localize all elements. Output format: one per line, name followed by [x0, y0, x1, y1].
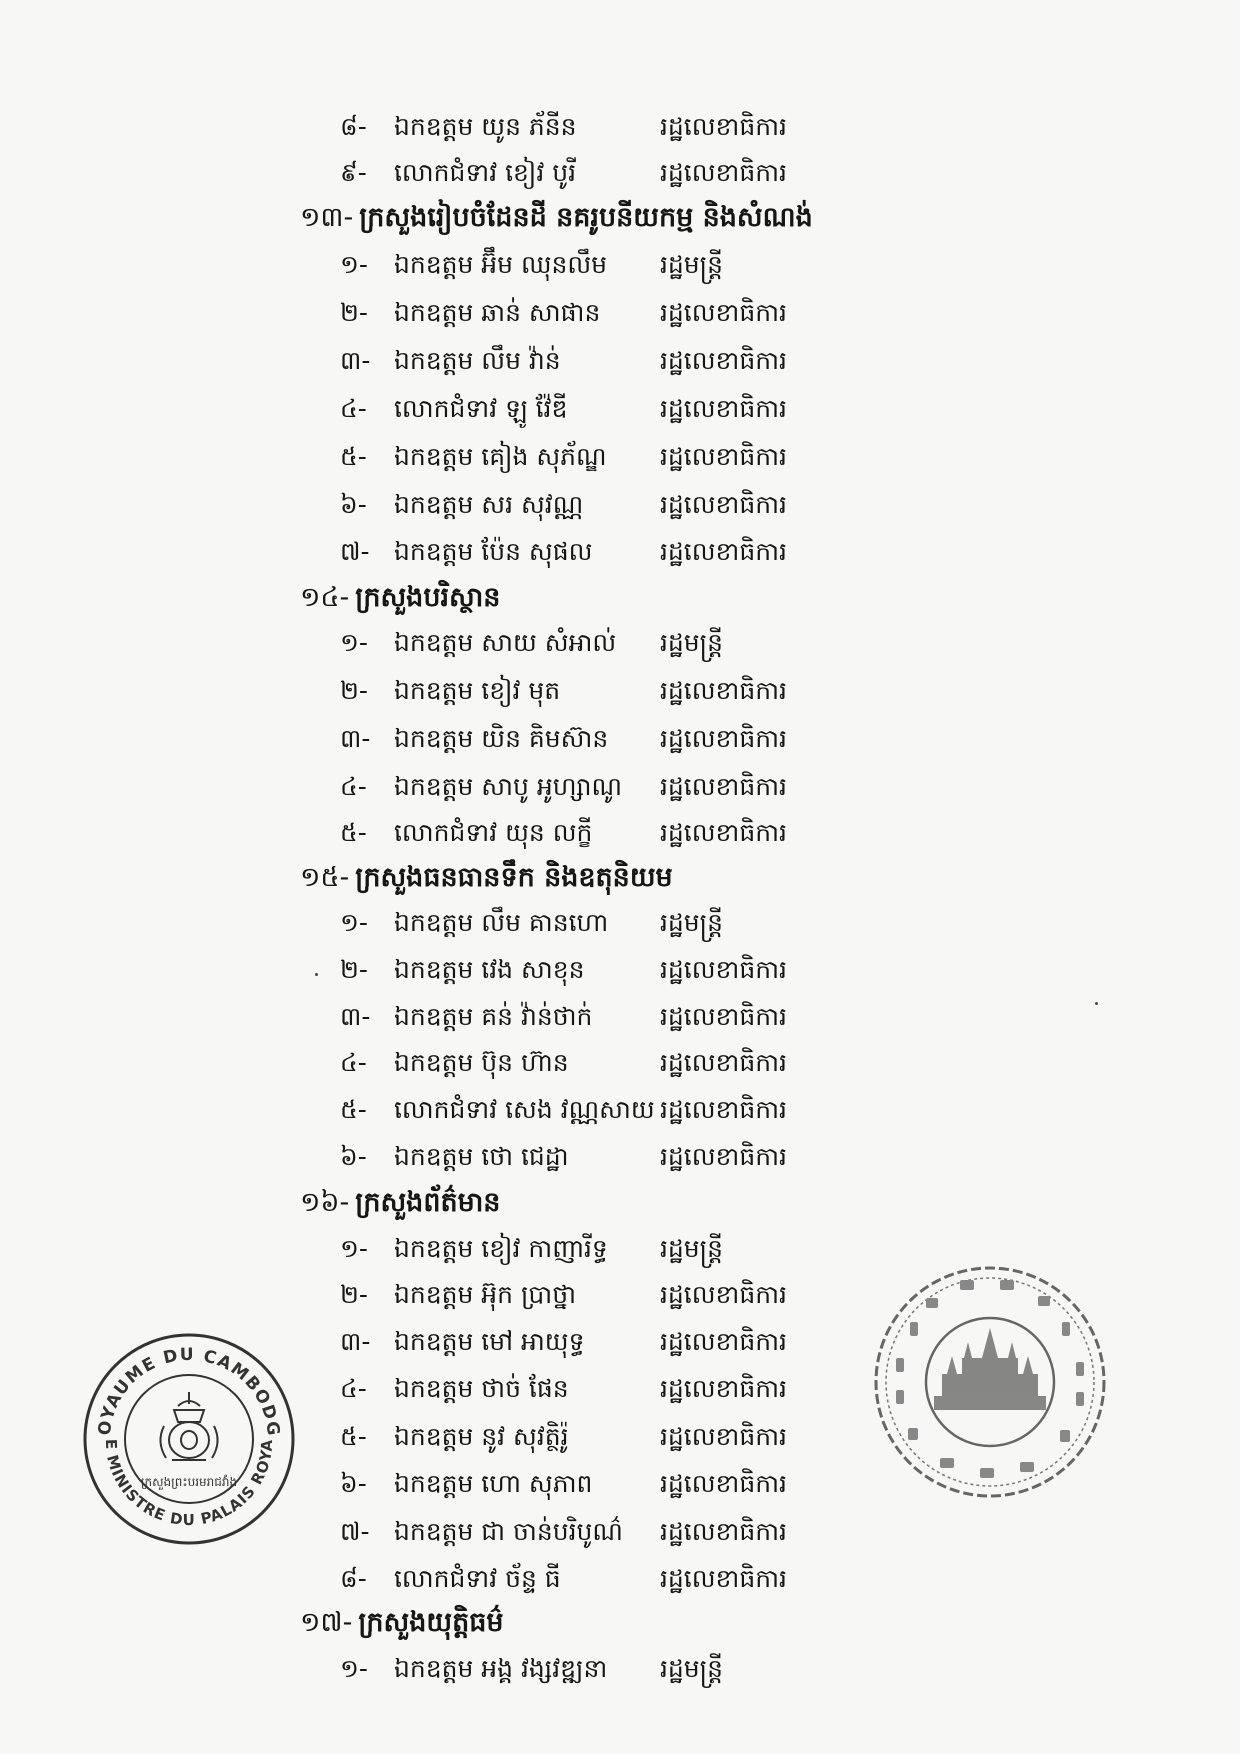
entry-number: ៣- [340, 1002, 371, 1031]
official-role: រដ្ឋមន្ត្រី [660, 628, 723, 657]
official-name: ឯកឧត្តម ហោ សុភាព [394, 1469, 593, 1498]
official-entry [340, 156, 860, 196]
ministry-heading [300, 860, 673, 900]
official-role: រដ្ឋលេខាធិការ [660, 537, 787, 566]
entry-number: ៣- [340, 1327, 371, 1356]
heading-title: ក្រសួងធនធានទឹក និងឧតុនិយម [355, 861, 673, 893]
official-role: រដ្ឋលេខាធិការ [660, 158, 787, 187]
ministry-heading [300, 1185, 500, 1225]
official-role: រដ្ឋលេខាធិការ [660, 394, 787, 423]
official-role: រដ្ឋមន្ត្រី [660, 908, 723, 937]
official-name: ឯកឧត្តម ថាច់ ផែន [394, 1374, 569, 1403]
scan-speck [315, 973, 318, 976]
entry-number: ៩- [340, 158, 367, 187]
official-name: ឯកឧត្តម លឹម វ៉ាន់ [394, 346, 561, 375]
official-role: រដ្ឋលេខាធិការ [660, 1517, 787, 1546]
ministry-seal-temple [870, 1262, 1110, 1502]
entry-number: ៦- [340, 1469, 367, 1498]
official-role: រដ្ឋលេខាធិការ [660, 1374, 787, 1403]
seal-bottom-text: E MINISTRE DU PALAIS ROYA [101, 1438, 277, 1530]
heading-number: ១៥- [300, 861, 350, 893]
official-role: រដ្ឋលេខាធិការ [660, 818, 787, 847]
entry-number: ១- [340, 1234, 368, 1263]
official-entry [340, 1467, 860, 1507]
entry-number: ៤- [340, 772, 367, 801]
official-name: ឯកឧត្តម សាយ សំអាល់ [394, 628, 617, 657]
official-entry [340, 1093, 860, 1133]
ministry-seal-graphic [870, 1262, 1110, 1502]
official-role: រដ្ឋលេខាធិការ [660, 1280, 787, 1309]
official-entry [340, 1140, 860, 1180]
official-name: លោកជំទាវ ខៀវ បូរី [394, 158, 577, 187]
entry-number: ៤- [340, 1048, 367, 1077]
official-name: ឯកឧត្តម ខៀវ កាញារីទ្ធ [394, 1234, 608, 1263]
official-role: រដ្ឋលេខាធិការ [660, 955, 787, 984]
official-entry [340, 296, 860, 336]
official-name: ឯកឧត្តម យិន គិមស៊ាន [394, 724, 609, 753]
official-entry [340, 248, 860, 288]
official-name: លោកជំទាវ សេង វណ្ណសាយ [394, 1095, 655, 1124]
official-name: ឯកឧត្តម មៅ អាយុទ្ធ [394, 1327, 585, 1356]
official-role: រដ្ឋលេខាធិការ [660, 724, 787, 753]
entry-number: ៧- [340, 537, 370, 566]
entry-number: ៥- [340, 1422, 367, 1451]
heading-title: ក្រសួងយុត្តិធម៌ [358, 1606, 504, 1638]
official-role: រដ្ឋលេខាធិការ [660, 1142, 787, 1171]
official-entry [340, 1515, 860, 1555]
official-role: រដ្ឋលេខាធិការ [660, 1002, 787, 1031]
official-entry [340, 1232, 860, 1272]
official-name: ឯកឧត្តម ជា ចាន់បរិបូណ៌ [394, 1517, 623, 1546]
entry-number: ១- [340, 1654, 368, 1683]
official-name: ឯកឧត្តម គៀង សុភ័ណ្ឌ [394, 442, 607, 471]
royal-palace-seal [80, 1330, 298, 1548]
official-entry [340, 1278, 860, 1318]
official-entry [340, 1325, 860, 1365]
official-role: រដ្ឋលេខាធិការ [660, 1422, 787, 1451]
official-entry [340, 722, 860, 762]
entry-number: ២- [340, 1280, 368, 1309]
official-name: ឯកឧត្តម លឹម គានហោ [394, 908, 609, 937]
entry-number: ៨- [340, 112, 367, 141]
official-role: រដ្ឋលេខាធិការ [660, 442, 787, 471]
official-role: រដ្ឋលេខាធិការ [660, 1095, 787, 1124]
official-name: ឯកឧត្តម ខៀវ មុត [394, 676, 561, 705]
entry-number: ៥- [340, 442, 367, 471]
official-entry [340, 344, 860, 384]
official-name: ឯកឧត្តម ឆាន់ សាផាន [394, 298, 601, 327]
entry-number: ៧- [340, 1517, 370, 1546]
official-entry [340, 1000, 860, 1040]
official-name: ឯកឧត្តម នូវ សុវត្ថិរ៉ូ [394, 1422, 569, 1451]
official-role: រដ្ឋលេខាធិការ [660, 676, 787, 705]
seal-top-text: OYAUME DU CAMBODG [94, 1344, 284, 1438]
official-role: រដ្ឋលេខាធិការ [660, 772, 787, 801]
entry-number: ២- [340, 298, 368, 327]
entry-number: ៦- [340, 490, 367, 519]
royal-palace-seal-graphic [80, 1330, 298, 1548]
entry-number: ១- [340, 628, 368, 657]
entry-number: ២- [340, 955, 368, 984]
entry-number: ៥- [340, 1095, 367, 1124]
official-name: ឯកឧត្តម សរ សុវណ្ណ [394, 490, 584, 519]
entry-number: ៦- [340, 1142, 367, 1171]
entry-number: ៤- [340, 394, 367, 423]
ministry-heading [300, 200, 813, 240]
official-entry [340, 440, 860, 480]
official-name: ឯកឧត្តម គន់ វ៉ាន់ថាក់ [394, 1002, 593, 1031]
official-name: លោកជំទាវ ឡូ វ៉ែឌី [394, 394, 568, 423]
official-entry [340, 1652, 860, 1692]
ministry-heading [300, 1605, 503, 1645]
official-role: រដ្ឋលេខាធិការ [660, 490, 787, 519]
official-role: រដ្ឋមន្ត្រី [660, 1234, 723, 1263]
official-role: រដ្ឋលេខាធិការ [660, 1469, 787, 1498]
heading-title: ក្រសួងបរិស្ថាន [355, 581, 501, 613]
official-entry [340, 1420, 860, 1460]
official-name: ឯកឧត្តម អ៊ុក ប្រាថ្នា [394, 1280, 577, 1309]
official-name: ឯកឧត្តម សាបូ អូហ្សាណូ [394, 772, 623, 801]
official-role: រដ្ឋលេខាធិការ [660, 1048, 787, 1077]
entry-number: ១- [340, 250, 368, 279]
official-name: លោកជំទាវ យុន លក្ខី [394, 818, 593, 847]
official-name: ឯកឧត្តម ថោ ជេដ្ឋា [394, 1142, 569, 1171]
official-role: រដ្ឋមន្ត្រី [660, 1654, 723, 1683]
entry-number: ១- [340, 908, 368, 937]
ministry-heading [300, 580, 500, 620]
official-name: ឯកឧត្តម ប៉ែន សុផល [394, 537, 593, 566]
entry-number: ៥- [340, 818, 367, 847]
official-entry [340, 1562, 860, 1602]
official-entry [340, 674, 860, 714]
entry-number: ២- [340, 676, 368, 705]
official-entry [340, 535, 860, 575]
official-entry [340, 1372, 860, 1412]
official-name: ឯកឧត្តម អ៊ឹម ឈុនលឹម [394, 250, 608, 279]
entry-number: ៣- [340, 346, 371, 375]
heading-number: ១៣- [300, 201, 354, 233]
official-role: រដ្ឋលេខាធិការ [660, 112, 787, 141]
official-name: ឯកឧត្តម អង្គ វង្សវឌ្ឍនា [394, 1654, 608, 1683]
seal-inner-text: ក្រសួងព្រះបរមរាជវាំង [140, 1475, 238, 1489]
entry-number: ៣- [340, 724, 371, 753]
official-entry [340, 770, 860, 810]
official-name: ឯកឧត្តម ប៊ុន ហ៊ាន [394, 1048, 569, 1077]
entry-number: ៨- [340, 1564, 367, 1593]
heading-title: ក្រសួងរៀបចំដែនដី នគរូបនីយកម្ម និងសំណង់ [359, 201, 813, 233]
official-entry [340, 626, 860, 666]
official-entry [340, 110, 860, 150]
official-name: លោកជំទាវ ច័ន្ទ ធី [394, 1564, 561, 1593]
official-role: រដ្ឋលេខាធិការ [660, 1327, 787, 1356]
heading-number: ១៤- [300, 581, 350, 613]
official-entry [340, 392, 860, 432]
official-role: រដ្ឋលេខាធិការ [660, 1564, 787, 1593]
official-entry [340, 953, 860, 993]
official-role: រដ្ឋលេខាធិការ [660, 298, 787, 327]
official-name: ឯកឧត្តម វេង សាខុន [394, 955, 585, 984]
official-entry [340, 816, 860, 856]
heading-number: ១៧- [300, 1606, 353, 1638]
entry-number: ៤- [340, 1374, 367, 1403]
scan-speck [1095, 1002, 1098, 1005]
heading-number: ១៦- [300, 1186, 350, 1218]
official-entry [340, 488, 860, 528]
official-name: ឯកឧត្តម យូន ភ័នីន [394, 112, 577, 141]
heading-title: ក្រសួងព័ត៌មាន [355, 1186, 501, 1218]
official-role: រដ្ឋលេខាធិការ [660, 346, 787, 375]
official-role: រដ្ឋមន្ត្រី [660, 250, 723, 279]
official-entry [340, 1046, 860, 1086]
official-entry [340, 906, 860, 946]
